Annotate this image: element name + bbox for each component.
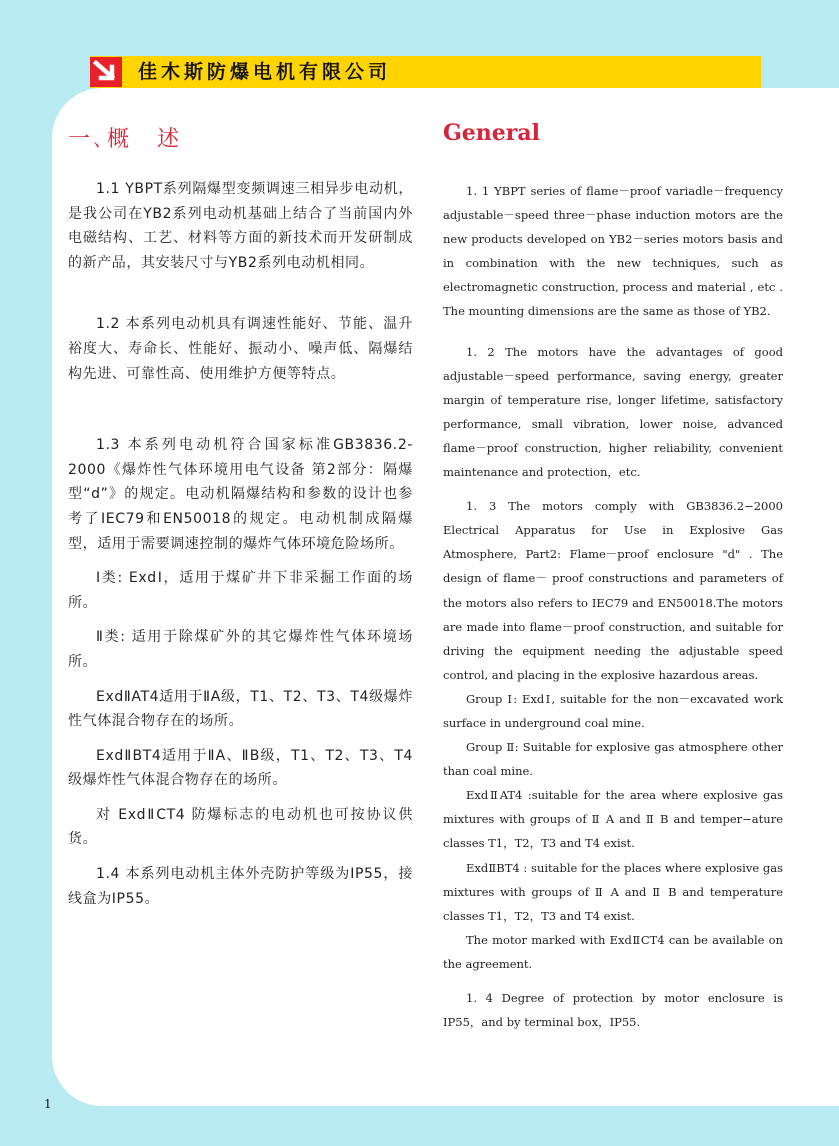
company-name: 佳木斯防爆电机有限公司 xyxy=(138,61,392,83)
en-paragraph-group-2: Group Ⅱ: Suitable for explosive gas atmosphere other than coal mine. xyxy=(443,740,783,779)
en-paragraph-exd-iict4: The motor marked with ExdⅡCT4 can be available on the agreement. xyxy=(443,932,783,971)
cn-paragraph-1-3: 1.3 本系列电动机符合国家标准GB3836.2-2000《爆炸性气体环境用电气设备 第2部分：隔爆型“d”》的规定。电动机隔爆结构和参数的设计也参考了IEC79和EN50018的规定。电动机制成隔爆型，适用于需要调速控制的爆炸气体环境危险场所。 xyxy=(68,437,413,552)
cn-paragraph-class-2: Ⅱ类: 适用于除煤矿外的其它爆炸性气体环境场所。 xyxy=(68,629,413,670)
en-paragraph-1-4: 1. 4 Degree of protection by motor enclosure is IP55，and by terminal box，IP55. xyxy=(443,991,783,1030)
en-paragraph-group-1: Group Ⅰ: ExdⅠ, suitable for the non－excavated work surface in underground coal mine. xyxy=(443,691,783,730)
en-paragraph-1-3: 1. 3 The motors comply with GB3836.2−2000 Electrical Apparatus for Use in Explosive Gas Atmosphere, Part2: Flame－proof enclosure "d" . The design of flame－ proof constructions and parameters of the motors also refers to IEC79 and EN50018.The motors are made into flame－proof construction, and suitable for driving the equipment needing the adjustable speed control, and placing in the explosive hazardous areas. xyxy=(443,499,783,682)
arrow-down-right-icon xyxy=(90,57,122,87)
cn-paragraph-1-4: 1.4 本系列电动机主体外壳防护等级为IP55，接线盒为IP55。 xyxy=(68,866,413,907)
en-paragraph-1-1: 1. 1 YBPT series of flame－proof variadle－frequency adjustable－speed three－phase induction motors are the new products developed on YB2－series motors basis and in combination with the new techniques, such as electromagnetic construction, process and material , etc . The mounting dimensions are the same as those of YB2. xyxy=(443,184,783,319)
section-title-cn: 一､概 述 xyxy=(68,127,183,152)
english-column xyxy=(443,179,783,1034)
page-number: 1 xyxy=(44,1097,52,1111)
en-paragraph-1-2: 1. 2 The motors have the advantages of good adjustable－speed performance, saving energy, greater margin of temperature rise, longer lifetime, satisfactory performance, small vibration, lower noise, advanced flame－proof construction, higher reliability, convenient maintenance and protection，etc. xyxy=(443,344,783,480)
en-paragraph-exd-iibt4: ExdⅡBT4 : suitable for the places where explosive gas mixtures with groups of Ⅱ A and Ⅱ B and temperature classes T1，T2，T3 and T4 exist. xyxy=(443,860,783,923)
cn-paragraph-exd-iict4: 对 ExdⅡCT4 防爆标志的电动机也可按协议供货。 xyxy=(68,806,413,848)
cn-paragraph-1-2: 1.2 本系列电动机具有调速性能好、节能、温升裕度大、寿命长、性能好、振动小、噪声低、隔爆结构先进、可靠性高、使用维护方便等特点。 xyxy=(68,316,413,382)
cn-paragraph-exd-iibt4: ExdⅡBT4适用于ⅡA、ⅡB级，T1、T2、T3、T4级爆炸性气体混合物存在的场所。 xyxy=(68,747,413,789)
cn-paragraph-1-1: 1.1 YBPT系列隔爆型变频调速三相异步电动机，是我公司在YB2系列电动机基础上结合了当前国内外电磁结构、工艺、材料等方面的新技术而开发研制成的新产品，其安装尺寸与YB2系列电动机相同。 xyxy=(68,181,413,271)
cn-paragraph-class-1: Ⅰ类: ExdⅠ，适用于煤矿井下非采掘工作面的场所。 xyxy=(68,570,413,611)
section-title-en: General xyxy=(443,120,540,146)
chinese-column xyxy=(68,177,413,911)
cn-paragraph-exd-iiat4: ExdⅡAT4适用于ⅡA级，T1、T2、T3、T4级爆炸性气体混合物存在的场所。 xyxy=(68,688,413,730)
en-paragraph-exd-iiat4: ExdⅡAT4 :suitable for the area where explosive gas mixtures with groups of Ⅱ A and Ⅱ B and temper−ature classes T1，T2，T3 and T4 exist. xyxy=(443,788,783,851)
